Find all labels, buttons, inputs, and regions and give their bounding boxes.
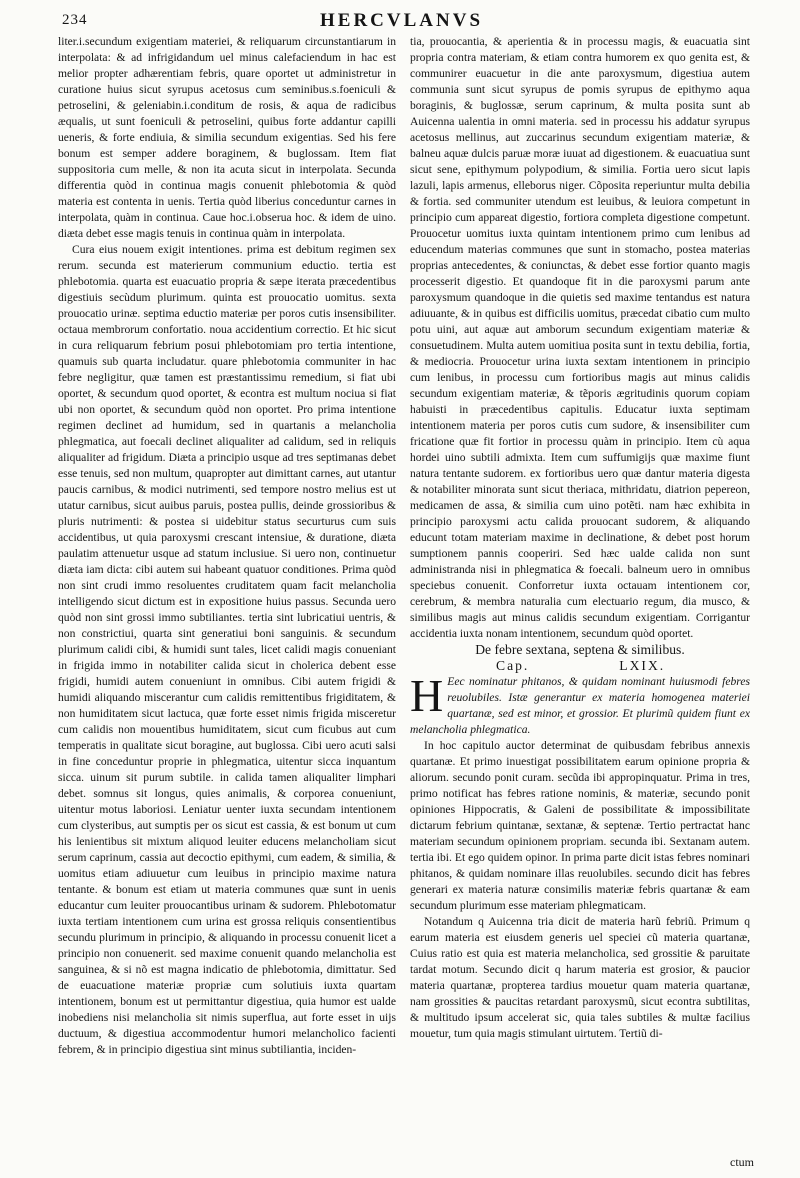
left-text-column — [58, 34, 396, 1149]
page-number: 234 — [62, 12, 88, 28]
catchword: ctum — [730, 1155, 754, 1169]
chapter-title: De febre sextana, septena & similibus. — [475, 642, 685, 657]
right-paragraph-continued: tia, prouocantia, & aperientia & in processu magis, & euacuatia sint propria contra materiam, & etiam contra humorem ex quo genita est, & communirer euacuetur in die ante paroxysmum, digestiua autem communia sunt sicut syrupus de pomis syrupus de epithymo aqua boraginis, & buglossæ, serum caprinum, & multa posita sunt ab Auicenna ualentia in omni materia. sed in processu his addatur syrupus acetosus mellinus, aut zuccarinus secundum exigentiam materiæ, & balneu aquæ dulcis paruæ moræ iuuat ad digestionem. & euacuatiua sunt sicut sene, epithymum polypodium, & similia. Fortia uero sicut lapis lazuli, lapis armenus, elleborus niger. Cõposita reperiuntur multa debilia & fortia. sed communiter utendum est leuibus, & leuiora competunt in principio cum appareat digestio, fortiora completa digestione competunt. Prouocetur uomitus iuxta quintam intentionem primo cum lenibus ad educendum materias communes que sunt in stomacho, postea materias proprias antecedentes, & coniunctas, & debet esse fortior quanto magis processerit digestio. Et quandoque fit in die paroxysmi parum ante paroxysmum quandoque in die quietis sed maxime tentandus est natura adiuuante, & in quibus est difficilis uomitus, præcedat cibatio cum multo potu uini, aut aquæ aut amborum secundum exigentiam materiæ & consuetudinem. Multa autem uomitiua posita sunt in textu debilia, fortia, & mediocria. Prouocetur urina iuxta sextam intentionem in principio cum lenibus, in processu cum fortioribus magis aut minus calidis secundum exigentiam materiæ, & tẽporis ægritudinis quorum copiam habuisti in præcedentibus capitulis. Educatur iuxta septimam intentionem materia per poros cutis cum sudore, & insensibiliter cum fricatione quæ fit fortior in processu quàm in principio. Item cù aqua hordei uino subtili admixta. Item cum suffumigijs quæ maxime fiunt natura tentante sudorem. ex fortioribus uero quæ dantur materia digesta & notabiliter minorata sunt sicut theriaca, mithridatu, diatrion pepereon, medicamen de assa, & similia cum uino potẽti. nam hæc exhibita in principio paroxysmi actu calida prouocant sudorem, & aliquando educunt totam materiam maxime in declinatione, & debet post horum sumptionem pannis cooperiri. Sed hæc ualde calida non sunt administranda nisi in phlegmatica & foecali. balneum uero in omnibus speciebus conuenit. Conforretur iuxta octauam intentionem cor, cerebrum, & membra naturalia cum electuario regum, dia musco, & similibus magis aut minus calidis secundum exigentiam. Corrigantur accidentia iuxta nonam intentionem, secundum quòd oportet. — [410, 35, 750, 640]
right-text-column — [410, 34, 750, 1156]
chapter-cap-label: Cap. — [496, 658, 530, 673]
right-paragraph-notandum: Notandum q Auicenna tria dicit de materia harũ febriũ. Primum q earum materia est eiusdem generis uel speciei cũ materia quartanæ, Cuius ratio est quia est materia melancholica, sed grossitie & paruitate tardat motum. Secundo dicit q harum materia est grosior, & paucior materia quartanæ, propterea tardius mouetur quam materia quartanæ, nam grossities & paucitas retardant paroxysmũ, sicut econtra subtilitas, & multitudo ipsum accelerat sic, quia tales subtiles & multæ facilius mouetur, tum quia magis stimulant uirtutem. Tertiũ di- — [410, 915, 750, 1040]
chapter-number: LXIX. — [619, 658, 666, 673]
left-paragraph-continued: liter.i.secundum exigentiam materiei, & reliquarum circunstantiarum in interpolata: & ad infrigidandum uel minus calefaciendum in hac est melior propter adhærentiam febris, quare oportet ut administretur in curatione huius sicut syrupus acetosus cum seminibus.s.foeniculi & petroselini, & geleniabin.i.conditum de rosis, & aqua de radicibus æqualis, ut sunt foeniculi & petroselini, quibus forte addantur capilli ueneris, & forte endiuia, & similia secundum exigentias. Sed his fere bonum est semper addere boraginem, & buglossam. Item fiat suppositoria cum melle, & non ita acuta sicut in interpolata. Secunda differentia quòd in continua magis conuenit phlebotomia & quòd materia est contenta in uenis. Tertia quòd liberius conceduntur carnes in interpolata, quàm in continua. Caue hoc.i.obserua hoc. & idem de uino. diæta debet esse magis tenuis in continua quàm in interpolata. — [58, 35, 396, 240]
running-head: HERCVLANVS — [320, 10, 484, 31]
left-paragraph-cura: Cura eius nouem exigit intentiones. prima est debitum regimen sex rerum. secunda est materierum communium eductio. tertia est phlebotomia. quarta est euacuatio propria & sæpe iterata præcedentibus digestiuis secùdum plurimum. quinta est prouocatio uomitus. sexta prouocatio urinæ. septima eductio materiæ per poros cutis insensibiliter. octaua membrorum confortatio. noua accidentium correctio. Et hic sicut in cura reliquarum febrium posui phlebotomiam pro tertia intentione, quamuis sub quarta includatur. quare phlebotomia communiter in hac febre negligitur, quæ tamen est præstantissimu remedium, si fiat ubi oportet, & secundum quod oportet, & econtra est multum nociua si fiat ubi non oportet, & secundum quòd non oportet. Pro prima intentione regimen declinet ad humidum, sed in quartanis a melancholia phlegmatica, aut foecali declinet aliqualiter ad calidum, sed in reliquis aliqualiter ad frigidum. Diæta a principio usque ad tres septimanas debet esse tenuis, sed non multum, quapropter aut dimittant carnes, aut utantur paucis carnibus, & modici nutrimenti, sed tempore nostro melius est ut utatur carnibus, sicut auibus paruis, postea pullis, deinde grossioribus & pluris nutrimenti: & postea si uidebitur status securturus cum suis accidentibus, ut quia paroxysmi crescant intensiue, & duratione, diæta paulatim attenuetur usque ad statum inclusiue. Si uero non, continuetur diæta iam dicta: cibi autem sui habeant quatuor conditiones. Prima quòd non sint crudi immo resoluentes cruditatem quam facit melancholia intelligendo sicut dictum est in expositione huius passus. Secunda uero quòd non sint grossi immo subtiliantes. tertia sint lubricatiui uentris, & non constrictiui, quarta sint generatiui boni sanguinis. & secundum plurimum calidi cibi, & humidi sunt tales, licet calidi magis conueniant in frigida immo in notabiliter calida sicut in cholerica debent esse frigidi, humidi autem conueniunt in omnibus. Cibi autem frigidi & humidi aliquando miscerantur cum calidis remittentibus frigiditatem, & non humiditatem sicut lactuca, quæ forte esset nimis frigida misceretur cum calidis non mouentibus humiditatem, sicut cum ficubus aut cum temperatis in qualitate sicut boragine, aut buglossa. Cibi uero acuti salsi in fine conceduntur proprie in phlegmatica, uitentur sicca inquantum sicca. uinum sit purum subtile. in calida tamen aliqualiter limphari debet. somnus sit longus, quies animalis, & corporea conueniunt, uitentur motus laboriosi. Leniatur uenter iuxta secundam intentionem cum clysteribus, aut sumptis per os sicut est cassia, & est bonum ut cum his lenientibus sit mixtum aliquod leuiter educens melancholiam sicut serum caprinum, cassia aut decoctio epithymi, cum eadem, & similia, & uomitus etiam adiuuetur cum leuibus in principio maxime natura tentante. & bonum est etiam ut materia communes quæ sunt in uenis educantur cum leuiter prouocantibus urinam & sudorem. Phlebotomatur iuxta tertiam intentionem cum urina est grossa reliquis consentientibus secundu plurimum in principio, & aliquando in processu conuenit licet a principio non conuenerit. sed maxime conuenit quando melancholia est sanguinea, & si nõ est magna indicatio de phlebotomia, dimittatur. Sed de euacuatione materiæ propriæ cum solutiuis iuxta quartam intentionem, bonum est ut permittantur digestiua, quia humor est ualde inobediens nisi melancholia sit nimis superflua, aut forte esset in uijs ductuum, & digestiua accommodentur humori melancholico facienti febrem, & in principio digestiua sint minus subtiliantia, inciden- — [58, 243, 396, 1056]
chapter-number-line — [410, 658, 750, 674]
right-paragraph-commentary: In hoc capitulo auctor determinat de quibusdam febribus annexis quartanæ. Et primo inuestigat possibilitatem earum opinione propria & aliorum. secundo ponit curam. secũda ibi appropinquatur. Prima in tres, primo notificat has febres ratione nominis, & materiæ, secundo ponit opiniones Hippocratis, & Galeni de possibilitate & impossibilitate dictarum febrium quintanæ, sextanæ, & septenæ. Tertio pertractat hanc materiam secundum opinionem propriam. secunda ibi. Sextanam autem. tertia ibi. Et ego quidem opinor. In prima parte dicit istas febres nominari phitanos, & quidam nominare illas reuolubiles. secundo dicit has febres generari ex materia naturæ consimilis materiæ febris quartanæ & eam secundum plurimum esse materiam phlegmaticam. — [410, 739, 750, 912]
drop-cap-letter: H — [410, 670, 444, 721]
chapter-lead-body: Eec nominatur phitanos, & quidam nominant huiusmodi febres reuolubiles. Istæ generantur ex materia homogenea materiei quartanæ, sed est minor, et grossior. Et plurimũ quidem fiunt ex melancholia phlegmatica. — [410, 675, 750, 736]
chapter-lead-text — [410, 670, 750, 738]
page-header — [0, 10, 800, 34]
